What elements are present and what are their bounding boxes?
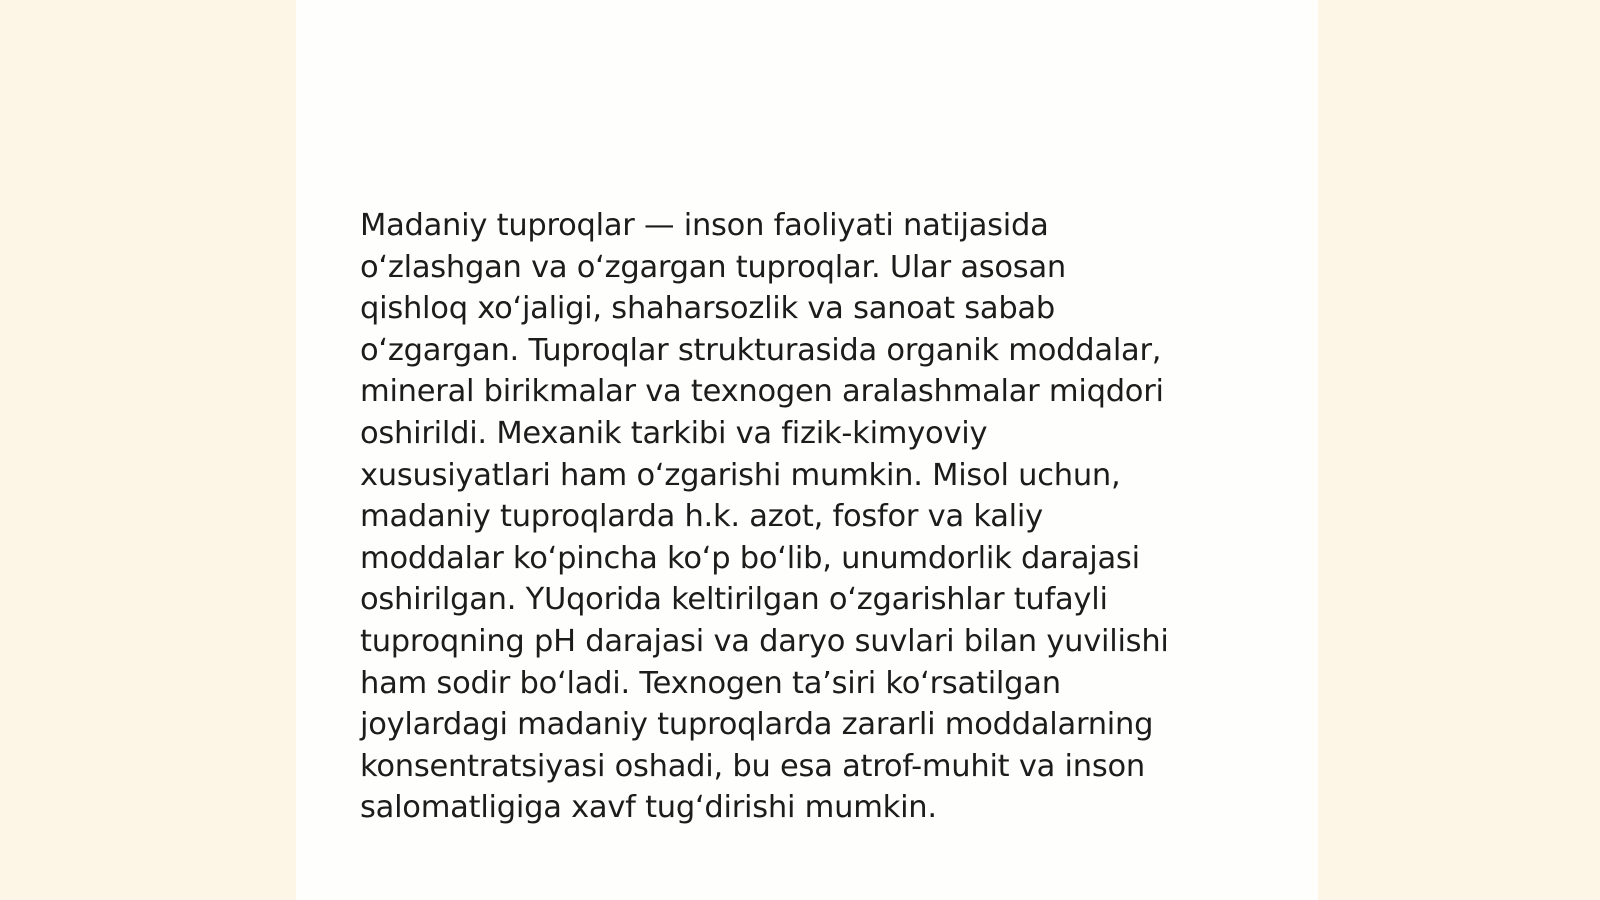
text-line: o‘zgargan. Tuproqlar strukturasida organik moddalar,: [360, 332, 1162, 368]
slide: [296, 0, 1318, 900]
text-line: madaniy tuproqlarda h.k. azot, fosfor va kaliy: [360, 499, 1043, 535]
text-line: oshirildi. Mexanik tarkibi va fizik-kimyoviy: [360, 415, 988, 451]
text-line: salomatligiga xavf tug‘dirishi mumkin.: [360, 790, 937, 826]
slide-body-text: [360, 205, 1260, 829]
text-line: mineral birikmalar va texnogen aralashmalar miqdori: [360, 374, 1164, 410]
text-line: qishloq xo‘jaligi, shaharsozlik va sanoat sabab: [360, 291, 1055, 327]
text-line: oshirilgan. YUqorida keltirilgan o‘zgarishlar tufayli: [360, 582, 1108, 618]
text-line: tuproqning pH darajasi va daryo suvlari bilan yuvilishi: [360, 623, 1169, 659]
text-line: xususiyatlari ham o‘zgarishi mumkin. Misol uchun,: [360, 457, 1121, 493]
text-line: Madaniy tuproqlar — inson faoliyati natijasida: [360, 208, 1049, 243]
text-line: moddalar ko‘pincha ko‘p bo‘lib, unumdorlik darajasi: [360, 540, 1140, 576]
text-line: joylardagi madaniy tuproqlarda zararli moddalarning: [360, 707, 1154, 743]
text-line: ham sodir bo‘ladi. Texnogen ta’siri ko‘rsatilgan: [360, 665, 1061, 701]
text-line: konsentratsiyasi oshadi, bu esa atrof-muhit va inson: [360, 748, 1145, 784]
text-line: o‘zlashgan va o‘zgargan tuproqlar. Ular asosan: [360, 249, 1066, 285]
